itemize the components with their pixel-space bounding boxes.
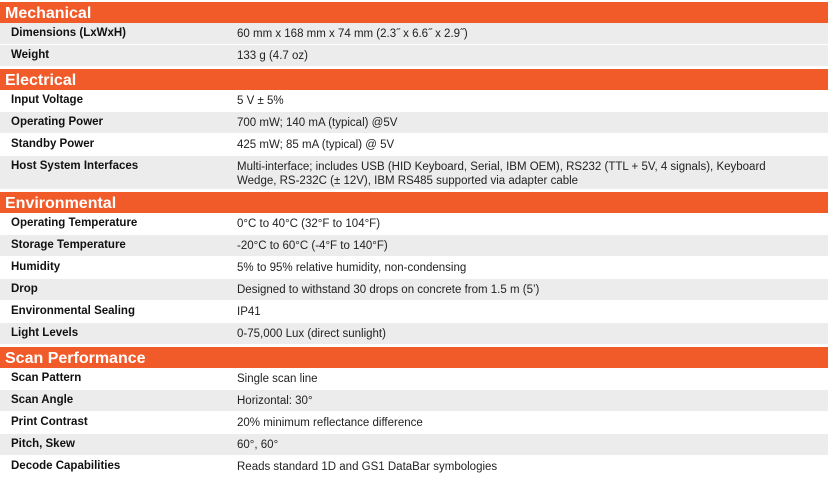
spec-label: Scan Pattern (11, 372, 82, 384)
spec-label: Host System Interfaces (11, 160, 139, 172)
spec-value: Multi-interface; includes USB (HID Keyboard, Serial, IBM OEM), RS232 (TTL + 5V, 4 signals), Keyboard Wedge, RS-232C (± 12V), IBM RS485 supported via adapter cable (237, 161, 766, 187)
spec-value: 0°C to 40°C (32°F to 104°F) (237, 218, 381, 230)
spec-label: Drop (11, 283, 38, 295)
spec-row (0, 235, 828, 257)
spec-label: Decode Capabilities (11, 460, 121, 472)
spec-row (0, 301, 828, 323)
spec-value: 133 g (4.7 oz) (237, 50, 308, 62)
spec-row (0, 213, 828, 235)
spec-value: Reads standard 1D and GS1 DataBar symbologies (237, 461, 498, 473)
spec-label: Print Contrast (11, 416, 88, 428)
spec-row (0, 323, 828, 345)
spec-row (0, 412, 828, 434)
spec-row (0, 279, 828, 301)
section-header-scan-performance: Scan Performance (0, 345, 828, 368)
spec-row (0, 134, 828, 156)
spec-value: 5 V ± 5% (237, 95, 284, 107)
spec-value: IP41 (237, 306, 261, 318)
spec-label: Scan Angle (11, 394, 74, 406)
spec-row (0, 456, 828, 478)
section-header-electrical: Electrical (0, 67, 828, 90)
spec-value: 60 mm x 168 mm x 74 mm (2.3˝ x 6.6˝ x 2.9˝) (237, 28, 468, 40)
spec-label: Environmental Sealing (11, 305, 135, 317)
spec-label: Input Voltage (11, 94, 83, 106)
spec-value: 5% to 95% relative humidity, non-condensing (237, 262, 467, 274)
spec-value: 60°, 60° (237, 439, 279, 451)
spec-value: Horizontal: 30° (237, 395, 313, 407)
spec-label: Storage Temperature (11, 239, 126, 251)
section-header-environmental: Environmental (0, 190, 828, 213)
spec-label: Light Levels (11, 327, 79, 339)
spec-row (0, 156, 828, 190)
section-header-mechanical: Mechanical (0, 0, 828, 23)
spec-value: 0-75,000 Lux (direct sunlight) (237, 328, 386, 340)
spec-row (0, 23, 828, 45)
spec-value: 425 mW; 85 mA (typical) @ 5V (237, 139, 395, 151)
spec-row (0, 368, 828, 390)
spec-row (0, 390, 828, 412)
spec-value: Designed to withstand 30 drops on concrete from 1.5 m (5’) (237, 284, 540, 296)
spec-row (0, 434, 828, 456)
spec-label: Pitch, Skew (11, 438, 75, 450)
spec-value: 20% minimum reflectance difference (237, 417, 423, 429)
spec-row (0, 45, 828, 67)
spec-label: Operating Power (11, 116, 104, 128)
spec-row (0, 112, 828, 134)
spec-value: 700 mW; 140 mA (typical) @5V (237, 117, 398, 129)
spec-value: Single scan line (237, 373, 318, 385)
spec-label: Weight (11, 49, 50, 61)
spec-label: Humidity (11, 261, 61, 273)
spec-value: -20°C to 60°C (-4°F to 140°F) (237, 240, 388, 252)
spec-label: Dimensions (LxWxH) (11, 27, 127, 39)
spec-label: Operating Temperature (11, 217, 138, 229)
spec-row (0, 257, 828, 279)
spec-label: Standby Power (11, 138, 95, 150)
spec-row (0, 90, 828, 112)
